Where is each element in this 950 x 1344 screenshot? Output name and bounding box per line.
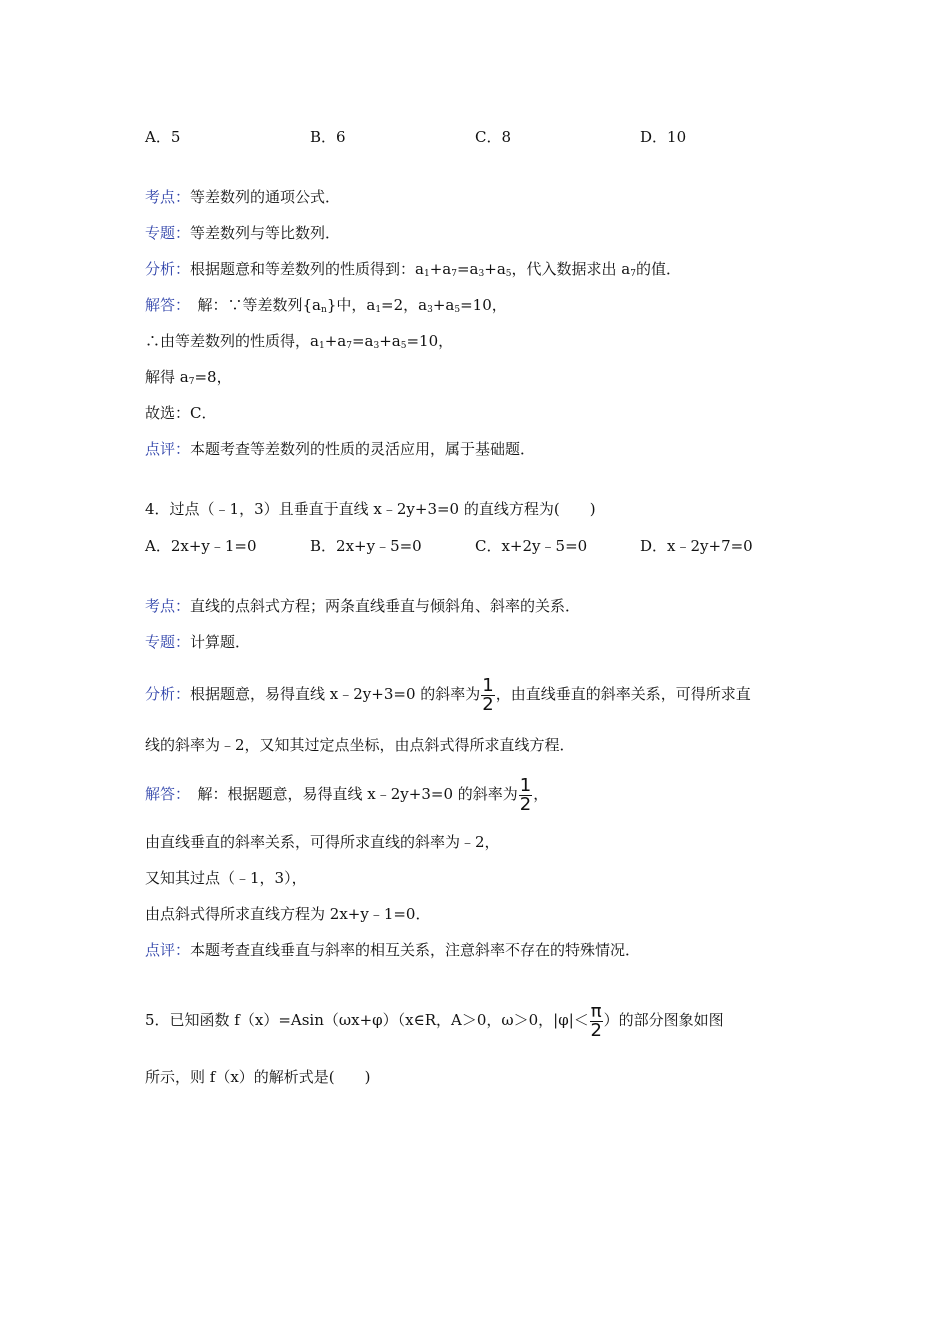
jieda-text: 解：根据题意，易得直线 x﹣2y+3=0 的斜率为 [182,785,518,803]
op: + [379,332,392,350]
subscript: 7 [188,377,195,387]
q3-option-c: C．8 [475,128,512,146]
dianping-tag: 点评： [145,941,191,959]
fraction-numerator: 1 [482,674,494,696]
q4-fenxi-line-2: 线的斜率为﹣2，又知其过定点坐标，由点斜式得所求直线方程． [145,736,575,754]
dianping-text: 本题考查直线垂直与斜率的相互关系，注意斜率不存在的特殊情况． [190,941,641,959]
q3-option-b: B．6 [310,128,346,146]
q3-zhuanti [145,223,340,243]
op: + [324,332,338,350]
op: = [351,332,365,350]
q3-dianping [145,439,535,459]
op: =10， [406,332,454,350]
fenxi-tag: 分析： [145,685,191,703]
op: + [484,260,497,278]
subscript: 7 [630,269,636,279]
fraction-denominator: 2 [590,1019,602,1041]
fraction-numerator: π [590,1000,602,1022]
op: + [429,260,443,278]
zhuanti-text: 计算题． [190,633,251,651]
q4-stem: 4．过点（﹣1，3）且垂直于直线 x﹣2y+3=0 的直线方程为( ) [145,500,596,518]
q3-option-d: D．10 [640,128,687,146]
op: =10， [460,296,507,314]
jieda-text: 解：∵等差数列{a [182,296,322,314]
q5-stem-line-2: 所示，则 f（x）的解析式是( ) [145,1068,371,1086]
q4-jieda [145,774,548,814]
jieda-text: }中，a [326,296,376,314]
kaodian-text: 直线的点斜式方程；两条直线垂直与倾斜角、斜率的关系． [190,597,581,615]
fraction-pi-half [590,1000,603,1041]
op: = [456,260,470,278]
q3-fenxi: 分析：根据题意和等差数列的性质得到：$a_1+a_7=a_3+a_5$，代入数据求出 $a_7$的值． [145,260,681,279]
fraction-one-half [519,774,532,815]
zhuanti-tag: 专题： [145,633,191,651]
q4-solution-line-4: 由点斜式得所求直线方程为 2x+y﹣1=0． [145,905,431,923]
subscript: n [321,305,327,315]
subscript: 7 [346,341,352,351]
q3-jieda: 解答： 解：∵等差数列$\{a_n\}$中，$a_1=2$，$a_3+a_5=10$， [145,296,507,315]
subscript: 5 [454,305,461,315]
q5-stem [145,1000,724,1040]
kaodian-tag: 考点： [145,188,191,206]
q4-fenxi [145,674,751,714]
q4-option-c: C．x+2y﹣5=0 [475,537,588,555]
subscript: 1 [375,305,382,315]
q3-kaodian [145,187,340,207]
op: + [432,296,446,314]
zhuanti-text: 等差数列与等比数列． [190,224,341,242]
q4-solution-line-3: 又知其过点（﹣1，3）， [145,869,307,887]
solution-text: ∴由等差数列的性质得，a [145,332,319,350]
fraction-one-half [481,674,494,715]
subscript: 3 [373,341,380,351]
q3-solution-line-2: ∴由等差数列的性质得，$a_1+a_7=a_3+a_5=10$， [145,332,454,351]
subscript: 1 [423,269,430,279]
fraction-denominator: 2 [482,693,494,715]
fenxi-text: ，由直线垂直的斜率关系，可得所求直 [495,685,751,703]
jieda-tag: 解答： [145,785,183,803]
kaodian-tag: 考点： [145,597,191,615]
subscript: 5 [505,269,512,279]
subscript: 7 [451,269,457,279]
subscript: 1 [318,341,325,351]
q4-option-d: D．x﹣2y+7=0 [640,537,753,555]
fraction-numerator: 1 [519,774,532,796]
q4-option-a: A．2x+y﹣1=0 [145,537,257,555]
fraction-denominator: 2 [519,793,532,815]
q3-solution-line-4: 故选：C． [145,404,217,422]
fenxi-text: 根据题意，易得直线 x﹣2y+3=0 的斜率为 [190,685,481,703]
q3-option-a: A．5 [145,128,181,146]
zhuanti-tag: 专题： [145,224,191,242]
jieda-tag: 解答： [145,296,183,314]
fenxi-tag: 分析： [145,260,191,278]
jieda-text: ， [533,785,549,803]
fenxi-text: 根据题意和等差数列的性质得到：a [190,260,424,278]
q5-stem-text: 5．已知函数 f（x）=Asin（ωx+φ）（x∈R，A＞0，ω＞0，|φ|＜ [145,1011,589,1029]
q4-zhuanti [145,632,250,652]
subscript: 3 [427,305,433,315]
q4-solution-line-2: 由直线垂直的斜率关系，可得所求直线的斜率为﹣2， [145,833,500,851]
q4-dianping [145,940,640,960]
kaodian-text: 等差数列的通项公式． [190,188,341,206]
fenxi-text: ，代入数据求出 a [511,260,631,278]
fenxi-text: 的值． [635,260,681,278]
dianping-tag: 点评： [145,440,191,458]
subscript: 3 [478,269,485,279]
q3-solution-line-3 [145,367,232,392]
jieda-text: =2，a [381,296,428,314]
q4-option-b: B．2x+y﹣5=0 [310,537,422,555]
q5-stem-text: ）的部分图象如图 [603,1011,724,1029]
subscript: 5 [400,341,407,351]
dianping-text: 本题考查等差数列的性质的灵活应用，属于基础题． [190,440,536,458]
solution-text: 解得 a [145,368,189,386]
solution-text: =8， [194,368,232,386]
q4-kaodian [145,596,580,616]
